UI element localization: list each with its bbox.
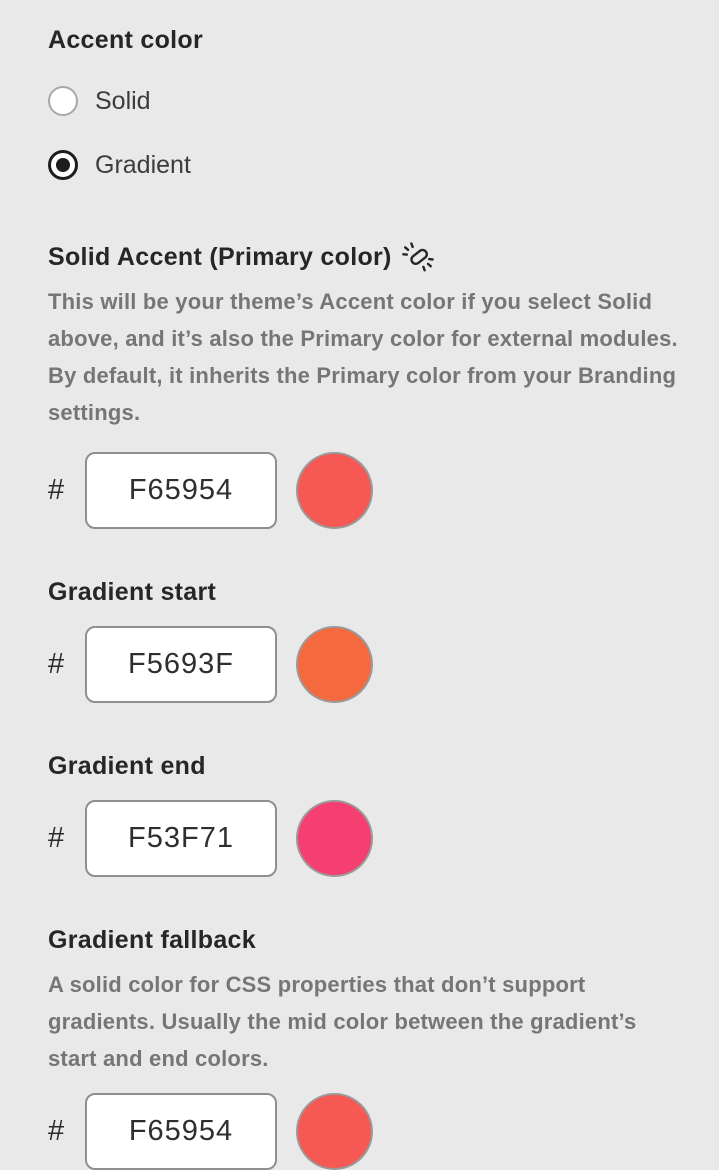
hash-prefix: # <box>48 648 65 680</box>
radio-label-gradient: Gradient <box>95 150 191 179</box>
radio-option-solid[interactable] <box>48 86 679 116</box>
radio-option-gradient[interactable] <box>48 150 679 180</box>
field-solid-accent <box>48 242 679 529</box>
field-title-gradient-start: Gradient start <box>48 578 217 606</box>
field-title-solid-accent: Solid Accent (Primary color) <box>48 243 392 271</box>
accent-color-radio-group <box>48 86 679 180</box>
color-swatch-solid-accent[interactable] <box>296 452 373 529</box>
field-title-gradient-fallback: Gradient fallback <box>48 926 256 954</box>
color-swatch-gradient-fallback[interactable] <box>296 1093 373 1170</box>
radio-label-solid: Solid <box>95 86 151 115</box>
color-swatch-gradient-end[interactable] <box>296 800 373 877</box>
color-row-gradient-start <box>48 626 679 703</box>
hex-input-gradient-fallback[interactable] <box>85 1093 277 1170</box>
broken-link-icon[interactable] <box>402 242 434 272</box>
field-title-gradient-end: Gradient end <box>48 752 206 780</box>
accent-color-group-title: Accent color <box>48 26 204 54</box>
field-gradient-end <box>48 751 679 877</box>
field-gradient-start <box>48 577 679 703</box>
radio-button-gradient[interactable] <box>48 150 78 180</box>
hex-input-gradient-start[interactable] <box>85 626 277 703</box>
field-solid-accent-title-row <box>48 242 679 272</box>
field-description-solid-accent: This will be your theme’s Accent color if you select Solid above, and it’s also the Primary color for external modules. By default, it inherits the Primary color from your Branding settings. <box>48 289 678 425</box>
color-row-gradient-fallback <box>48 1093 679 1170</box>
color-swatch-gradient-start[interactable] <box>296 626 373 703</box>
hash-prefix: # <box>48 474 65 506</box>
radio-button-solid[interactable] <box>48 86 78 116</box>
color-row-gradient-end <box>48 800 679 877</box>
hash-prefix: # <box>48 1115 65 1147</box>
color-row-solid-accent <box>48 452 679 529</box>
hex-input-solid-accent[interactable] <box>85 452 277 529</box>
field-gradient-fallback <box>48 925 679 1170</box>
field-description-gradient-fallback: A solid color for CSS properties that don’t support gradients. Usually the mid color between the gradient’s start and end colors. <box>48 972 637 1071</box>
hex-input-gradient-end[interactable] <box>85 800 277 877</box>
hash-prefix: # <box>48 822 65 854</box>
